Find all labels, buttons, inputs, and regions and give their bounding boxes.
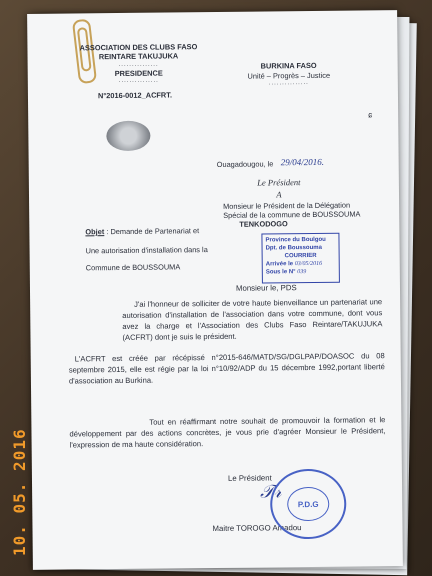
stamp-line-3: COURRIER [284,253,317,260]
arrival-stamp [261,233,340,284]
object-line-1 [85,226,199,236]
signature-name: Maitre TOROGO Amadou [212,523,302,534]
paragraph-2: L'ACFRT est créée par récépissé n°2015-646/MATD/SG/DGLPAP/DOASOC du 08 septembre 2015, elle est régie par la loi n°10/92/ADP du 15 décembre 1992,portant liberté d'association au Burkina. [68,351,385,386]
paragraph-3: Tout en réaffirmant notre souhait de promouvoir la formation et le développement par des actions concrètes, je vous prie d'agréer Monsieur le Président, l'expression de ma haute considération. [69,415,386,450]
office-title: PRESIDENCE [114,68,163,79]
recipient-a: A [276,189,282,200]
reference-number: N°2016-0012_ACFRT. [97,90,173,101]
association-logo [106,121,150,151]
salutation: Monsieur le, PDS [235,283,297,293]
object-line-2: Une autorisation d'installation dans la [85,245,208,256]
motto-dash: ............... [268,80,309,87]
object-label: Objet [85,227,105,237]
national-motto: Unité – Progrès – Justice [247,70,331,81]
signature-title: Le Président [227,473,272,483]
round-stamp-center: P.D.G [287,487,329,521]
stamp-line-5: Sous le N° 039 [265,269,307,276]
object-line-3: Commune de BOUSSOUMA [85,262,181,273]
stamp-line-1: Province du Boulgou [265,236,326,244]
office-dash: ............... [118,77,159,84]
date-place: Ouagadougou, le [216,159,274,169]
stamp-line-2: Dpt. de Boussouma [265,244,322,252]
handwritten-signature: 𝒯𝓇 [260,481,282,502]
camera-date-stamp: 10. 05. 2016 [10,428,29,556]
recipient-line-2: Spécial de la commune de BOUSSOUMA [223,209,361,220]
margin-scribble: ɕ [368,110,373,120]
org-dash: ............... [118,61,159,68]
paragraph-1: J'ai l'honneur de solliciter de votre haute bienveillance un partenariat une autorisation d'installation de l'association dans votre commune, dont vous avez la charge et l'Association des Clubs Faso Reintare/TAKUJUKA (ACFRT) dont je suis le président. [122,297,383,342]
recipient-line-1: Monsieur le Président de la Délégation [223,200,351,211]
org-name: ASSOCIATION DES CLUBS FASO REINTARE TAKUJUKA [79,42,198,62]
object-text: : Demande de Partenariat et [106,226,200,237]
recipient-line-3: TENKODOGO [239,219,288,229]
stamp-line-4: Arrivée le 03/05/2016 [265,261,323,268]
recipient-title: Le Président [257,177,301,188]
country-name: BURKINA FASO [260,60,317,71]
official-round-stamp [270,469,347,540]
date-value: 29/04/2016. [280,156,324,168]
letter-page [27,10,403,570]
